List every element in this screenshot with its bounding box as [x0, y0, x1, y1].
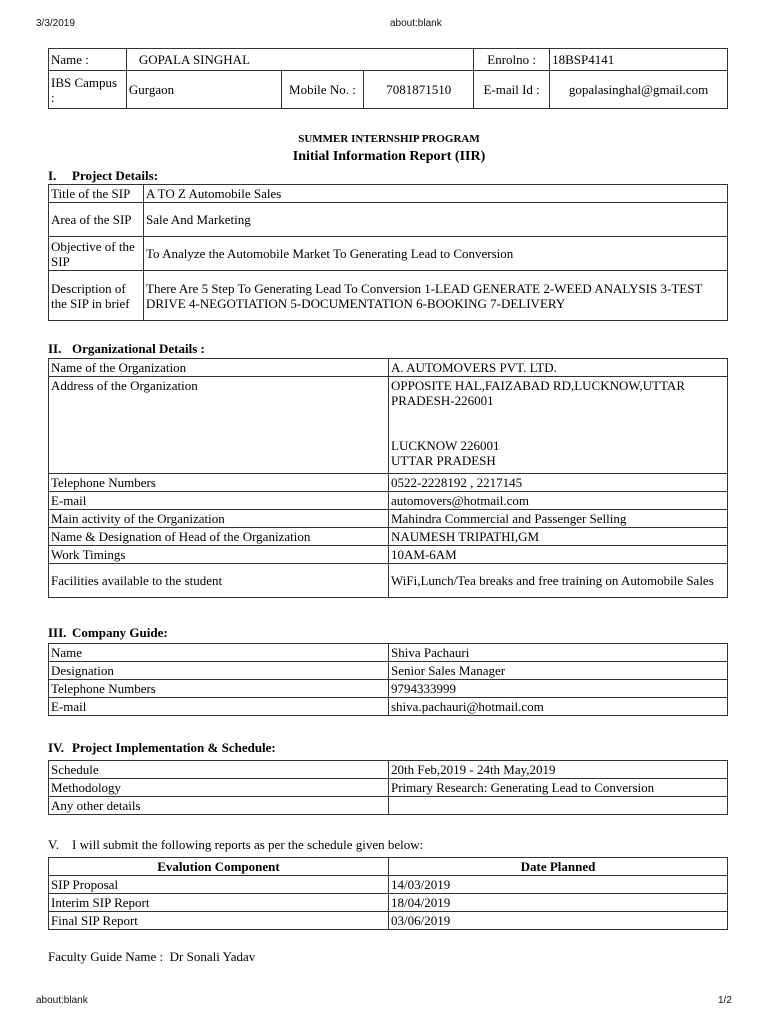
table-row-label: Final SIP Report: [49, 912, 389, 930]
table-row-value: 10AM-6AM: [389, 546, 728, 564]
project-details-table: [48, 184, 728, 321]
program-title: SUMMER INTERNSHIP PROGRAM: [298, 133, 480, 145]
table-row-label: Description of the SIP in brief: [49, 271, 144, 321]
table-row-value: automovers@hotmail.com: [389, 492, 728, 510]
campus-value: Gurgaon: [126, 71, 281, 109]
table-row-value: A. AUTOMOVERS PVT. LTD.: [389, 359, 728, 377]
table-row-label: SIP Proposal: [49, 876, 389, 894]
table-row-value: Shiva Pachauri: [389, 644, 728, 662]
student-name: GOPALA SINGHAL: [126, 49, 473, 71]
faculty-guide-name: Dr Sonali Yadav: [169, 949, 256, 964]
table-row-label: E-mail: [49, 698, 389, 716]
table-row-label: Designation: [49, 662, 389, 680]
table-row-label: Interim SIP Report: [49, 894, 389, 912]
reports-table: [48, 857, 728, 930]
report-title: Initial Information Report (IIR): [292, 149, 486, 164]
mobile-label: Mobile No. :: [281, 71, 364, 109]
table-row-value: Mahindra Commercial and Passenger Selling: [389, 510, 728, 528]
table-row-value: Senior Sales Manager: [389, 662, 728, 680]
table-row-label: Name of the Organization: [49, 359, 389, 377]
table-row-value: WiFi,Lunch/Tea breaks and free training on Automobile Sales: [389, 564, 728, 598]
table-row-value: A TO Z Automobile Sales: [144, 185, 728, 203]
section-guide-heading: III. Company Guide:: [48, 625, 168, 640]
student-info-table: [48, 48, 728, 109]
table-row-value: [389, 797, 728, 815]
table-row-value: There Are 5 Step To Generating Lead To Conversion 1-LEAD GENERATE 2-WEED ANALYSIS 3-TEST DRIVE 4-NEGOTIATION 5-DOCUMENTATION 6-BOOKING 7-DELIVERY: [144, 271, 728, 321]
table-row-value: 9794333999: [389, 680, 728, 698]
table-row-label: Area of the SIP: [49, 203, 144, 237]
table-row-label: Objective of the SIP: [49, 237, 144, 271]
table-row-label: Methodology: [49, 779, 389, 797]
org-details-table: [48, 358, 728, 598]
address-line: LUCKNOW 226001: [391, 438, 500, 453]
table-row-label: Name & Designation of Head of the Organization: [49, 528, 389, 546]
table-row-label: E-mail: [49, 492, 389, 510]
email-value: gopalasinghal@gmail.com: [550, 71, 728, 109]
section-org-heading: II. Organizational Details :: [48, 341, 205, 356]
column-header: Evalution Component: [49, 858, 389, 876]
table-row-label: Telephone Numbers: [49, 474, 389, 492]
table-row-label: Schedule: [49, 761, 389, 779]
email-label: E-mail Id :: [474, 71, 550, 109]
section-schedule-heading: IV. Project Implementation & Schedule:: [48, 740, 276, 755]
print-date: 3/3/2019: [36, 18, 75, 29]
print-footer-url: about:blank: [36, 995, 88, 1006]
name-label: Name :: [49, 49, 127, 71]
table-row-label: Any other details: [49, 797, 389, 815]
table-row-label: Name: [49, 644, 389, 662]
enrol-number: 18BSP4141: [550, 49, 728, 71]
table-row-label: Title of the SIP: [49, 185, 144, 203]
table-row-value: Sale And Marketing: [144, 203, 728, 237]
section-project-heading: I. Project Details:: [48, 168, 159, 183]
address-line: OPPOSITE HAL,FAIZABAD RD,LUCKNOW,UTTAR PRADESH-226001: [391, 378, 685, 408]
company-guide-table: [48, 643, 728, 716]
section-reports-heading: V. I will submit the following reports as per the schedule given below:: [48, 837, 424, 852]
table-row-label: Main activity of the Organization: [49, 510, 389, 528]
table-row-value: To Analyze the Automobile Market To Generating Lead to Conversion: [144, 237, 728, 271]
campus-label: IBS Campus :: [49, 71, 127, 109]
table-row-label: Work Timings: [49, 546, 389, 564]
faculty-guide-label: Faculty Guide Name :: [48, 949, 164, 964]
schedule-table: [48, 760, 728, 815]
enrol-label: Enrolno :: [474, 49, 550, 71]
table-row-value: 03/06/2019: [389, 912, 728, 930]
table-row-label: Telephone Numbers: [49, 680, 389, 698]
print-title: about:blank: [390, 18, 442, 29]
table-row-value: 14/03/2019: [389, 876, 728, 894]
table-row-value: Primary Research: Generating Lead to Conversion: [389, 779, 728, 797]
table-row-value: 20th Feb,2019 - 24th May,2019: [389, 761, 728, 779]
table-row-label: Facilities available to the student: [49, 564, 389, 598]
table-row-label: Address of the Organization: [49, 377, 389, 474]
address-line: UTTAR PRADESH: [391, 453, 496, 468]
faculty-guide: [48, 949, 255, 965]
table-row-value: NAUMESH TRIPATHI,GM: [389, 528, 728, 546]
table-row-value: 0522-2228192 , 2217145: [389, 474, 728, 492]
column-header: Date Planned: [389, 858, 728, 876]
org-address: [389, 377, 728, 474]
table-row-value: shiva.pachauri@hotmail.com: [389, 698, 728, 716]
print-page-number: 1/2: [718, 995, 732, 1006]
table-row-value: 18/04/2019: [389, 894, 728, 912]
mobile-value: 7081871510: [364, 71, 474, 109]
